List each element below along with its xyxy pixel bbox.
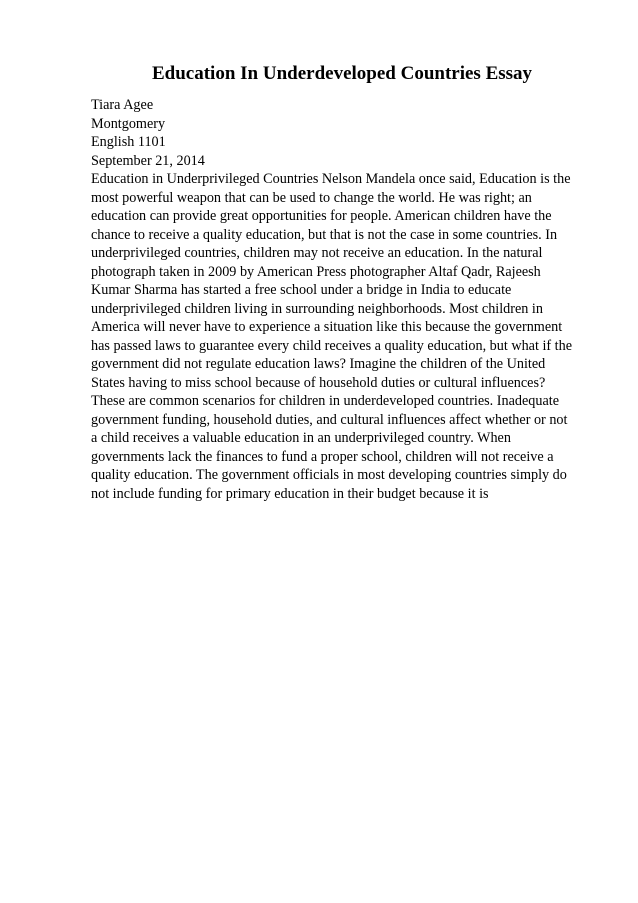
body-line: most powerful weapon that can be used to change the world. He was right; an <box>91 189 532 206</box>
body-line: These are common scenarios for children in underdeveloped countries. Inadequate <box>91 393 560 409</box>
body-line: photograph taken in 2009 by American Press photographer Altaf Qadr, Rajeesh <box>91 263 541 280</box>
body-line: governments lack the finances to fund a proper school, children will not receive a <box>91 448 554 465</box>
body-line: a child receives a valuable education in an underprivileged country. When <box>91 430 511 446</box>
course-name: English 1101 <box>91 134 166 150</box>
body-line: underprivileged children living in surrounding neighborhoods. Most children in <box>91 300 543 317</box>
body-line: Education in Underprivileged Countries Nelson Mandela once said, Education is the <box>91 171 571 187</box>
body-line: Kumar Sharma has started a free school under a bridge in India to educate <box>91 282 512 298</box>
document-content <box>91 96 591 503</box>
document-date: September 21, 2014 <box>91 152 205 169</box>
body-line: chance to receive a quality education, but that is not the case in some countries. In <box>91 226 558 243</box>
body-line: quality education. The government officials in most developing countries simply do <box>91 467 567 483</box>
body-line: underprivileged countries, children may not receive an education. In the natural <box>91 245 543 261</box>
body-line: not include funding for primary education in their budget because it is <box>91 485 489 502</box>
instructor-name: Montgomery <box>91 115 166 132</box>
body-line: States having to miss school because of household duties or cultural influences? <box>91 374 546 391</box>
body-line: education can provide great opportunities for people. American children have the <box>91 208 552 224</box>
body-line: has passed laws to guarantee every child receives a quality education, but what if the <box>91 337 573 354</box>
body-line: government funding, household duties, and cultural influences affect whether or not <box>91 411 568 428</box>
body-line: government did not regulate education laws? Imagine the children of the United <box>91 356 546 372</box>
author-name: Tiara Agee <box>91 97 154 113</box>
document-title: Education In Underdeveloped Countries Essay <box>151 63 533 84</box>
body-line: America will never have to experience a situation like this because the government <box>91 319 563 335</box>
